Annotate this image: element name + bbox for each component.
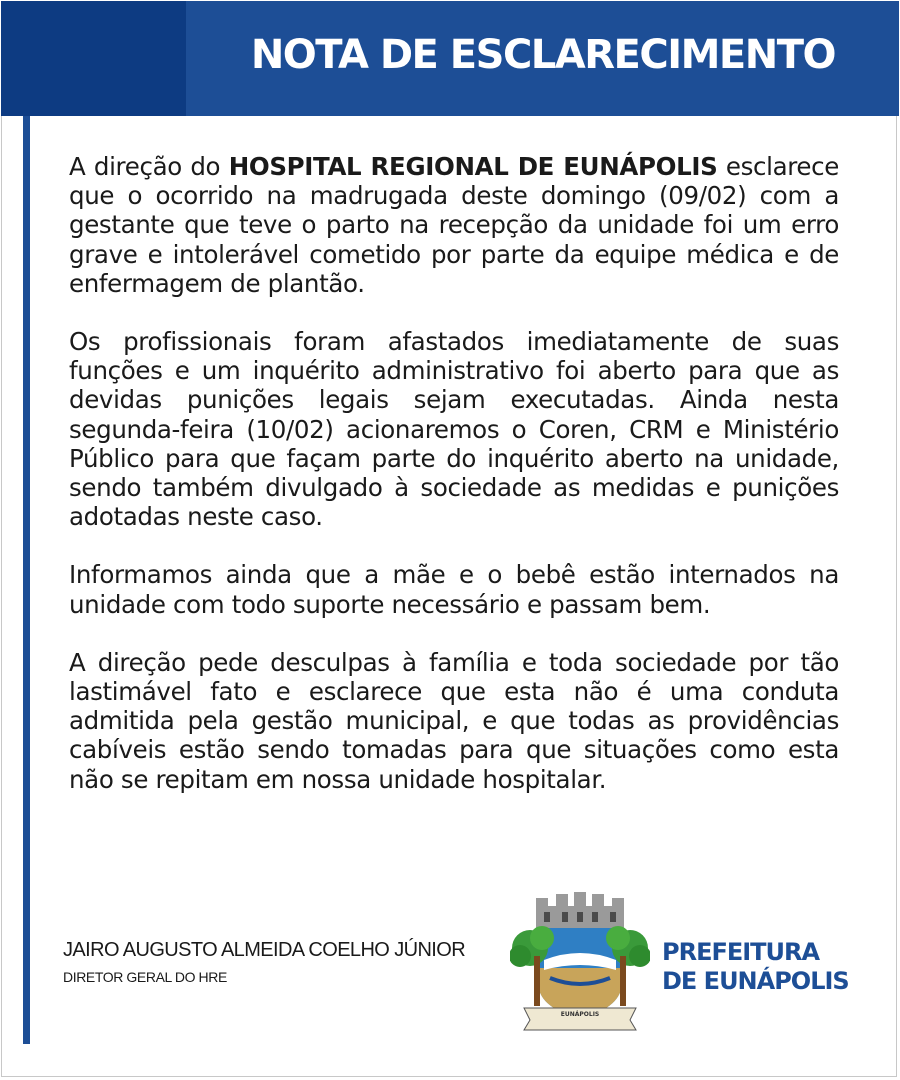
paragraph-1 <box>69 152 839 298</box>
paragraph-1-lead: A direção do <box>69 152 229 181</box>
logo-line-1: PREFEITURA <box>662 938 820 966</box>
logo-line-2: DE EUNÁPOLIS <box>662 967 849 995</box>
left-accent-line <box>23 116 30 1044</box>
prefeitura-logo <box>662 938 849 996</box>
hospital-name: HOSPITAL REGIONAL DE EUNÁPOLIS <box>228 152 718 181</box>
statement-body <box>69 152 839 823</box>
signatory-name: JAIRO AUGUSTO ALMEIDA COELHO JÚNIOR <box>63 939 466 961</box>
paragraph-3: Informamos ainda que a mãe e o bebê estão internados na unidade com todo suporte necessário e passam bem. <box>69 560 839 619</box>
crest-banner-text: EUNÁPOLIS <box>560 1011 600 1018</box>
header-banner <box>1 1 899 116</box>
paragraph-1-rest: esclarece que o ocorrido na madrugada deste domingo (09/02) com a gestante que teve o parto na recepção da unidade foi um erro grave e intolerável cometido por parte da equipe médica e de enfermagem de plantão. <box>69 152 839 298</box>
paragraph-4: A direção pede desculpas à família e toda sociedade por tão lastimável fato e esclarece que esta não é uma conduta admitida pela gestão municipal, e que todas as providências cabíveis estão sendo tomadas para que situações como esta não se repitam em nossa unidade hospitalar. <box>69 647 839 794</box>
municipal-crest-icon <box>510 890 650 1035</box>
paragraph-2: Os profissionais foram afastados imediatamente de suas funções e um inquérito administrativo foi aberto para que as devidas punições legais sejam executadas. Ainda nesta segunda-feira (10/02) acionaremos o Coren, CRM e Ministério Público para que façam parte do inquérito aberto na unidade, sendo também divulgado à sociedade as medidas e punições adotadas neste caso. <box>69 327 839 532</box>
signatory-role: DIRETOR GERAL DO HRE <box>63 969 227 985</box>
page-title: NOTA DE ESCLARECIMENTO <box>250 32 835 78</box>
header-dark-block <box>1 1 186 116</box>
